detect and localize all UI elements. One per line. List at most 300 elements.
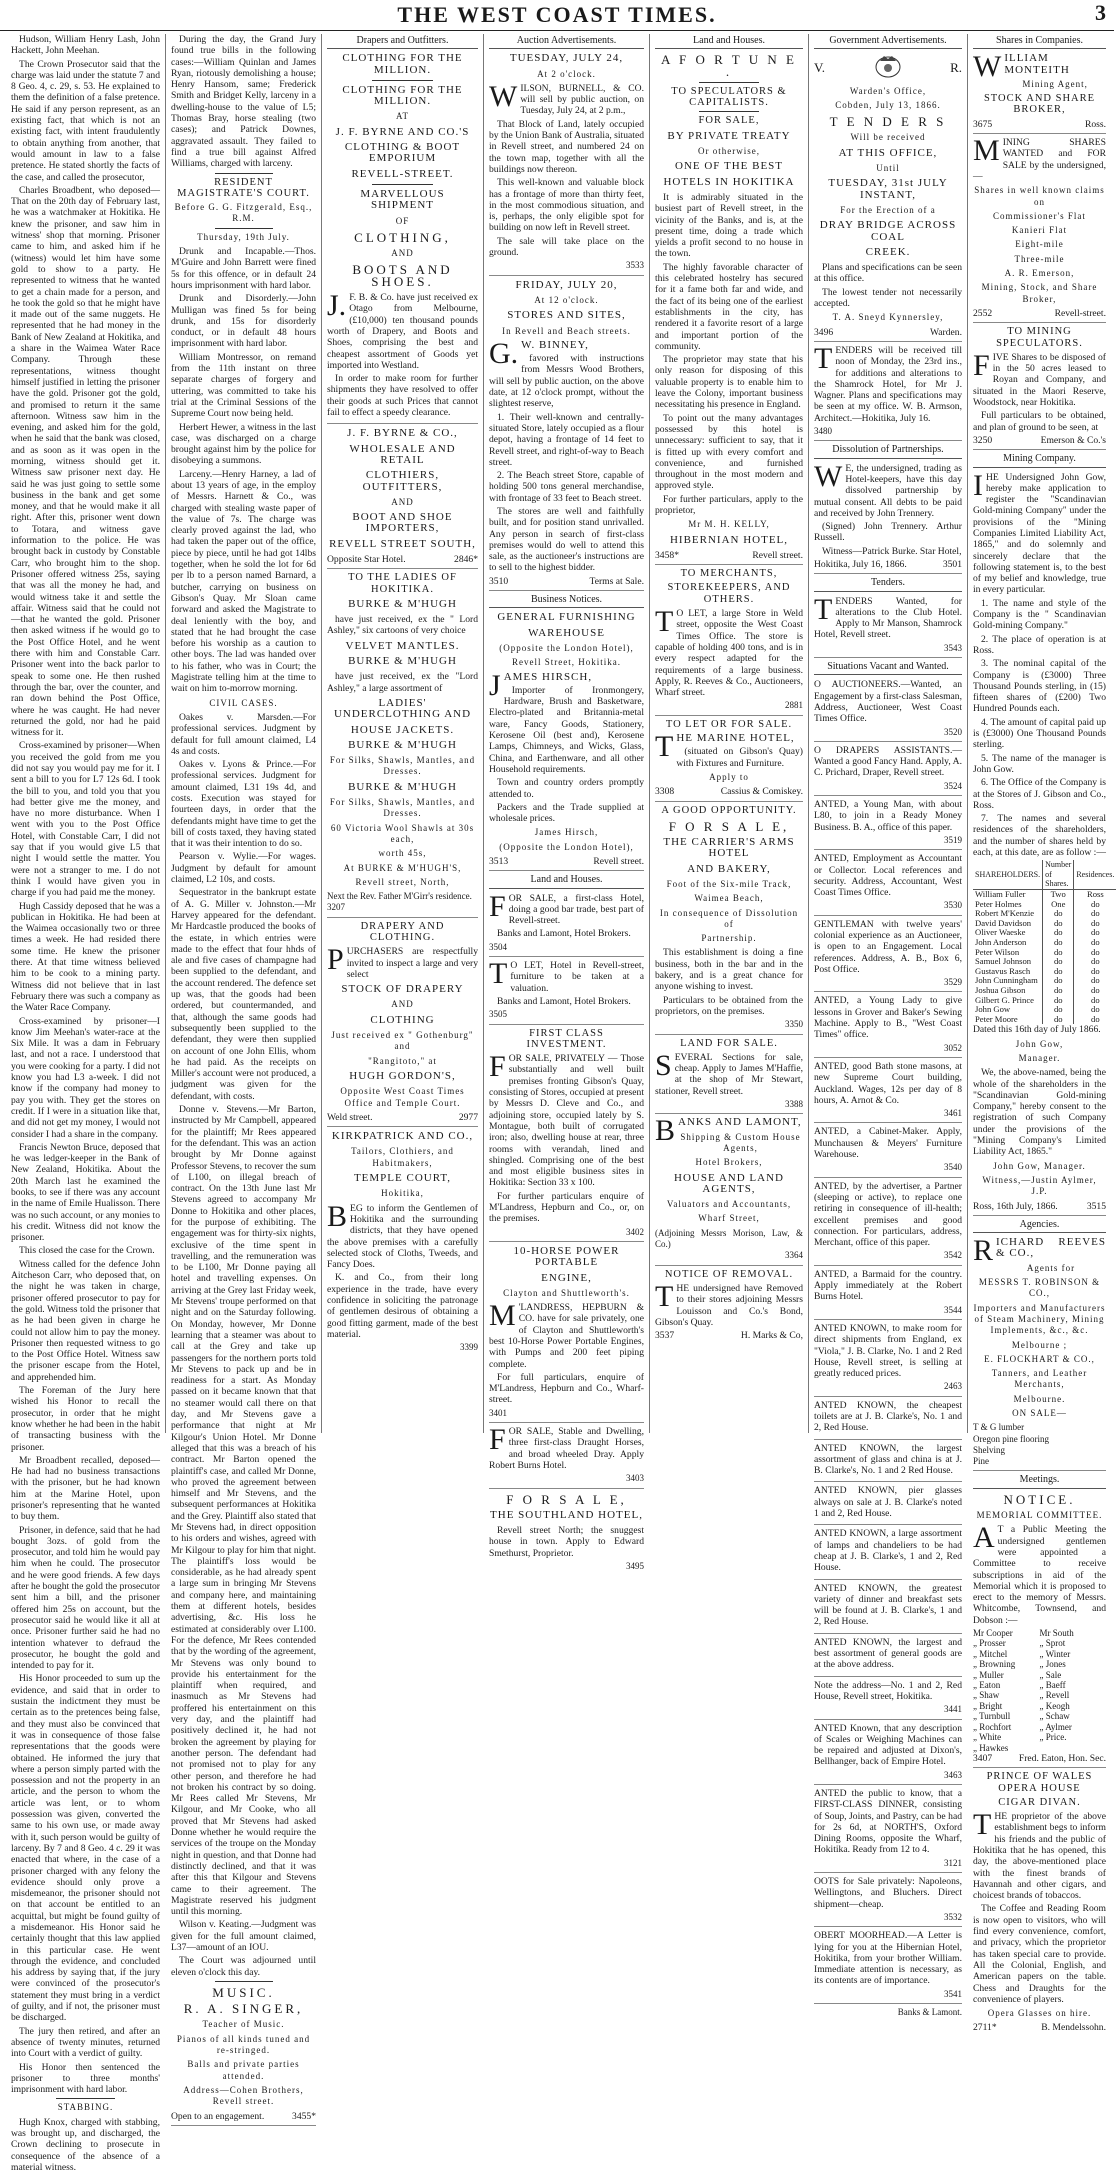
ad-body: It is admirably situated in the busiest part of Revell street, in the vicinity of the Banks, and is, at the present time, doing a trade which yields a profit second to no house in the town.	[655, 191, 803, 260]
hibernian-hotel-ad	[655, 54, 803, 565]
dissolution-notice	[814, 459, 962, 575]
table-cell: John Cunningham	[975, 975, 1038, 986]
ad-headline: F O R S A L E,	[506, 1491, 627, 1507]
store-let-ad	[655, 568, 803, 716]
ad-line: Cassius & Comiskey.	[720, 786, 803, 798]
ad-number: 2846*	[454, 553, 478, 565]
ad-line: For Silks, Shawls, Mantles, and Dresses.	[329, 797, 476, 819]
list-item: 7. The names and several residences of the shareholders, and the number of shares held by each, at this date, are as follow :—	[973, 813, 1106, 858]
ad-line: CREEK.	[865, 245, 911, 258]
situation-ad	[814, 1485, 962, 1525]
ad-line: Balls and private parties attended.	[187, 2059, 300, 2081]
ad-body	[814, 1930, 962, 1986]
ad-line: STOREKEEPERS, AND OTHERS.	[667, 582, 791, 605]
ad-number: 3121	[944, 1857, 962, 1868]
article-paragraph: Charles Broadbent, who deposed—That on the 20th day of February last, he was a watchmaker at Hokitika. He knew the prisoner, and saw him in witness' shop that morning. Prisoner came to him, and asked him if he (witness) would let him have some gold to show to a party. He represented to witness that he wanted to get a chain made for a person, and he took the gold so that he might have it made out of the same nuggets. He represented that he had money in the Bank of New Zealand at Hokitika, and a share in the Waimea Water Race Company. Through these representations, witness thought himself justified in letting the prisoner have the gold. Prisoner got the gold, and promised to return it the same afternoon. Witness saw him in the evening, and asked him for the gold, when he said that the bank was closed, and as soon as it was open in the morning, witness should get it. Witness saw prisoner next day. He said he was just going to settle some business in the bank and get some money, and that he would make it all right. After this, prisoner went down to Totara, and witness gave information to the police. He was brought back in custody by Constable Carr, who brought him to the shop. Prisoner offered witness 25s, saying that was all the money he had, and would witness take it and settle the affair. Witness said that he could not—that he wanted the gold. Prisoner then asked witness if he would go to the Post Office Hotel, and he went there with him and Constable Carr. Prisoner went into the back parlor to speak to some one. He then rushed through the bar, over the counter, and ran down behind the Post Office, where he was caught. He had never returned the gold, nor had he paid witness for it.	[11, 184, 160, 739]
ad-line: Commissioner's Flat	[993, 210, 1086, 221]
situation-ad	[814, 853, 962, 915]
ad-line: Weld street.	[327, 1111, 373, 1123]
ad-text: ANTED, a Young Lady to give lessons in Grover and Baker's Sewing Machine. Apply to B., "West Coast Times" office.	[814, 995, 962, 1041]
ad-line: J. F. BYRNE & CO.,	[347, 427, 458, 440]
ad-line: (Opposite the London Hotel),	[499, 642, 634, 653]
ad-footer	[327, 554, 478, 565]
ad-text: OOTS for Sale privately: Napoleons, Wellingtons, and Bluchers. Direct shipment—cheap.	[814, 1876, 962, 1910]
committee-member: Mr Cooper	[973, 1628, 1013, 1639]
ad-body: BANKS AND LAMONT,	[655, 1114, 802, 1148]
ad-number: 3501	[942, 558, 962, 570]
ad-line: FOR SALE,	[698, 115, 760, 127]
ad-line: Hokitika,	[381, 1188, 424, 1199]
article-paragraph: Hudson, William Henry Lash, John Hackett, John Meehan.	[11, 34, 160, 57]
ad-body: Full particulars to be obtained, and plan of ground to be seen, at	[973, 410, 1106, 433]
ad-body: We, the above-named, being the whole of the shareholders in the "Scandinavian Gold-mining Company," hereby consent to the registration of such Company under the provisions of the "Mining Company's Limited Liability Act, 1865."	[973, 1067, 1106, 1158]
ad-number: 3542	[944, 1250, 962, 1261]
drop-cap: A	[973, 1521, 995, 1555]
ad-line: Opera Glasses on hire.	[987, 2008, 1092, 2019]
ad-line: In consequence of Dissolution of	[659, 907, 799, 929]
section-header: Auction Advertisements.	[489, 35, 644, 49]
committee-left	[973, 1628, 1040, 1753]
committee-member: „ Bright	[973, 1700, 1003, 1711]
hotel-let-ad	[489, 957, 644, 1024]
ad-body	[814, 1061, 962, 1106]
table-cell: Joshua Gibson	[975, 985, 1026, 996]
ad-headline: TO MINING SPECULATORS.	[996, 326, 1083, 349]
crest-letter: V.	[814, 60, 825, 76]
kirkpatrick-ad	[327, 1131, 478, 1353]
article-paragraph: Hugh Cassidy deposed that he was a publican in Hokitika. He had been at the Waimea occasionally two or three times a week. He had resided there some time. He knew the prisoner there. At that time witness believed him to be cook to a mining party. Witness did not believe that in last February there was such a company as the Water Race Company.	[11, 900, 160, 1014]
ad-line: Emerson & Co.'s	[1040, 434, 1106, 446]
column-header: Number of Shares.	[1043, 860, 1074, 889]
ad-body: That Block of Land, lately occupied by the Union Bank of Australia, situated in Revell street, and numbered 24 on the town map, together with all the buildings now thereon.	[489, 118, 644, 175]
ad-body: Packers and the Trade supplied at wholesale prices.	[489, 801, 644, 825]
table-cell: do	[1074, 948, 1116, 958]
ad-line: STORES AND SITES,	[507, 309, 626, 322]
ad-body: Banks and Lamont, Hotel Brokers.	[497, 928, 631, 940]
ad-body: In order to make room for further shipments they have resolved to offer their goods at such Prices that cannot fail to effect a speedy clearance.	[327, 373, 478, 419]
article-paragraph: Witness called for the defence John Aitcheson Carr, who deposed that, on the night he was taken in charge, prisoner offered prosecutor to pay for the gold. Witness told the prisoner that as he had been given in charge he could not allow him to pay the money. Prisoner then requested witness to go to the Post Office Hotel. Witness saw the prisoner escape from the Hotel, and apprehended him.	[11, 1258, 160, 1383]
crest-letter: R.	[950, 60, 962, 76]
ad-line: Revell Street, Hokitika.	[512, 657, 621, 668]
ad-line: AND	[391, 496, 414, 507]
ad-line: Mr M. H. KELLY,	[688, 519, 770, 530]
stabbing-heading: STABBING.	[57, 2102, 114, 2113]
ad-footer	[655, 1330, 803, 1341]
article-paragraph: The jury then retired, and after an absence of twenty minutes, returned into Court with a verdict of guilty.	[11, 2025, 160, 2060]
ad-text: ANTED, a Young Man, with about L80, to join in a Ready Money Business. B. A., office of this paper.	[814, 799, 962, 833]
ad-line: TUESDAY, 31st JULY INSTANT,	[828, 177, 948, 201]
ad-body: BEG to inform the Gentlemen of Hokitika and the surrounding districts, that they have opened the above premises with a carefully selected stock of Cloths, Tweeds, and Fancy Does.	[327, 1199, 478, 1271]
music-teacher-name: R. A. SINGER,	[183, 2001, 304, 2017]
ad-line: Warden.	[930, 326, 962, 338]
ad-line: HOTELS IN HOKITIKA	[663, 175, 795, 188]
byrne-wholesale-ad	[327, 428, 478, 569]
ad-number: 3441	[944, 1704, 962, 1715]
court-heading: RESIDENT MAGISTRATE'S COURT.	[177, 176, 310, 199]
court-subheading: Before G. G. Fitzgerald, Esq., R.M.	[174, 202, 313, 224]
cigar-divan-ad	[973, 1771, 1106, 2034]
ad-line: In Revell and Beach streets.	[502, 325, 631, 336]
drop-cap: F	[489, 1050, 506, 1084]
situation-ad	[814, 1126, 962, 1177]
ad-line: 60 Victoria Wool Shawls at 30s each,	[330, 822, 475, 844]
ad-line: E. FLOCKHART & CO.,	[984, 1353, 1095, 1364]
committee-member: „ Muller	[973, 1669, 1004, 1680]
ad-number: 3495	[626, 1561, 644, 1572]
ad-body: (situated on Gibson's Quay) with Fixtures and Furniture.	[676, 746, 803, 769]
situation-ad	[814, 1061, 962, 1123]
situation-ad	[814, 1637, 962, 1677]
ad-line: Shipping & Custom House Agents,	[680, 1131, 801, 1153]
dray-bridge-tender	[814, 53, 962, 342]
company-particulars	[973, 598, 1106, 859]
drop-cap: R	[973, 1234, 994, 1268]
table-cell: John Anderson	[975, 937, 1027, 948]
ad-line: Three-mile	[1014, 253, 1065, 264]
ad-body: W E, the undersigned, trading as Hotel-keepers, have this day dissolved partnership by mutual consent. All debts to be paid and received by John Trennery.	[814, 459, 962, 519]
ad-body	[814, 1680, 962, 1703]
list-item: 3. The nominal capital of the Company is (£3000) Three Thousand Pounds sterling, in (15) fifteen shares of (£200) Two Hundred Pounds each.	[973, 658, 1106, 715]
ad-line: BOOT AND SHOE IMPORTERS,	[352, 511, 453, 535]
ad-line: TEMPLE COURT,	[353, 1172, 452, 1185]
ad-line: Until	[876, 163, 900, 174]
table-cell: do	[1043, 986, 1074, 996]
situation-ad	[814, 1323, 962, 1397]
ad-line: PRINCE OF WALES OPERA HOUSE	[986, 1771, 1093, 1794]
ad-line: OF	[395, 215, 410, 226]
shareholders-table	[973, 860, 1116, 1024]
ad-body: WILLIAM MONTEITH	[973, 50, 1070, 84]
table-cell: John Gow	[975, 1004, 1011, 1015]
ad-line: THE CARRIER'S ARMS HOTEL	[663, 836, 795, 860]
ad-line: "Rangitoto," at	[368, 1055, 437, 1066]
ad-line: AT	[396, 111, 409, 122]
ad-line: ON SALE—	[1012, 1408, 1067, 1418]
ad-line: REVELL STREET SOUTH,	[329, 537, 476, 550]
ad-line: For Silks, Shawls, Mantles, and Dresses.	[329, 755, 476, 777]
table-cell: do	[1043, 976, 1074, 986]
drop-cap: T	[655, 730, 674, 764]
ad-line: Melbourne ;	[1011, 1339, 1068, 1350]
committee-members	[973, 1628, 1106, 1753]
table-cell: do	[1074, 919, 1116, 929]
ad-line: worth 45s,	[378, 848, 427, 859]
ad-line: Address—Cohen Brothers, Revell street.	[183, 2084, 304, 2107]
ad-body	[814, 1181, 962, 1249]
wilson-burnell-auction	[489, 53, 644, 275]
table-cell: do	[1043, 967, 1074, 977]
drop-cap: S	[655, 1048, 672, 1082]
ad-body: Town and country orders promptly attended to.	[489, 777, 644, 800]
table-cell: Two	[1043, 890, 1074, 900]
situation-ad	[814, 1443, 962, 1483]
drop-cap: T	[973, 1808, 992, 1842]
section-header: Land and Houses.	[655, 35, 803, 49]
ad-footer	[973, 435, 1106, 446]
court-report-paragraph: Drunk and Incapable.—Thos. M'Guire and John Barrett were fined 5s for this offence, or in default 24 hours imprisonment with hard labor.	[171, 246, 316, 291]
ad-line: AT THIS OFFICE,	[838, 146, 938, 159]
ad-body: The Coffee and Reading Room is now open to visitors, who will find every convenience, comfort, and privacy, which the proprietor has taken special care to provide. All the Colonial, English, and American papers on the table. Chess and Draughts for the convenience of players.	[973, 1903, 1106, 2005]
drop-cap: F	[973, 348, 990, 382]
ad-line: Mining, Stock, and Share Broker,	[981, 282, 1098, 304]
ad-number: 3350	[785, 1019, 803, 1030]
situation-ad	[814, 1876, 962, 1927]
ad-line: Revell street, North,	[355, 876, 450, 887]
divider	[215, 1981, 273, 1982]
ad-line: BURKE & M'HUGH	[348, 738, 457, 751]
music-heading: MUSIC.	[212, 1984, 275, 2000]
ad-footer	[489, 576, 644, 587]
drop-cap: I	[973, 468, 983, 502]
ad-headline: TO LET OR FOR SALE.	[665, 718, 793, 730]
ad-line: STOCK OF DRAPERY	[341, 983, 464, 996]
ad-line: B. Mendelssohn.	[1041, 2022, 1106, 2034]
list-item: 2. The place of operation is at Ross.	[973, 633, 1106, 656]
ad-line: KIRKPATRICK AND CO.,	[331, 1130, 474, 1143]
table-cell: William Fuller	[975, 889, 1026, 900]
ad-line: MARVELLOUS SHIPMENT	[360, 187, 445, 212]
ad-number: 3519	[944, 834, 962, 845]
shamrock-tender	[814, 341, 962, 441]
ad-line: Or otherwise,	[698, 146, 760, 157]
hugh-gordon-ad	[327, 921, 478, 1127]
ad-number: 3403	[626, 1473, 644, 1484]
ad-line: Revell street.	[752, 549, 803, 561]
drop-cap: F	[489, 889, 506, 923]
table-cell: do	[1074, 1015, 1116, 1025]
ad-number: 2977	[458, 1111, 478, 1123]
table-row	[973, 1015, 1116, 1025]
ad-body	[814, 799, 962, 833]
ad-line: A. R. Emerson,	[1004, 268, 1075, 279]
table-cell: do	[1043, 1005, 1074, 1015]
committee-member: „ Sale	[1039, 1669, 1062, 1680]
ad-line: MESSRS T. ROBINSON & CO.,	[978, 1277, 1101, 1299]
column-header: SHAREHOLDERS.	[973, 860, 1043, 889]
ad-number: 3520	[944, 726, 962, 737]
speculators-ad	[973, 326, 1106, 450]
section-header: Drapers and Outfitters.	[327, 35, 478, 49]
ad-line: Mining Agent,	[1022, 78, 1088, 89]
table-cell: do	[1074, 957, 1116, 967]
newspaper-title: THE WEST COAST TIMES.	[397, 2, 717, 27]
article-paragraph: The Foreman of the Jury here wished his Honor to recall the prosecutor, in order that he might know whether he had been in the habit of transacting business with the prisoner.	[11, 1385, 160, 1453]
committee-member: „ Rochfort	[973, 1721, 1012, 1732]
list-item: 6. The Office of the Company is at the Stores of J. Gibson and Co., Ross.	[973, 777, 1106, 811]
ad-line: Melbourne.	[1013, 1393, 1066, 1404]
civil-cases	[171, 712, 316, 1978]
ad-line: Agents for	[1026, 1262, 1076, 1273]
ad-footer	[973, 1201, 1106, 1212]
ad-line: TUESDAY, JULY 24,	[509, 52, 624, 65]
stable-ad	[489, 1423, 644, 1488]
ad-body: have just received, ex the " Lord Ashley," six cartoons of very choice	[327, 614, 478, 637]
ad-headline: LAND FOR SALE.	[680, 1037, 778, 1049]
committee-member: „ Eaton	[973, 1680, 1001, 1691]
ad-headline: A GOOD OPPORTUNITY.	[661, 804, 797, 816]
table-cell: do	[1074, 976, 1116, 986]
ad-body: The stores are well and faithfully built, and for position stand unrivalled. Any person in search of first-class premises would do well to attend this sale, as the auctioneer's instructions are to sell to the highest bidder.	[489, 505, 644, 574]
ad-line: Clayton and Shuttleworth's.	[503, 1287, 630, 1298]
ad-body: The sale will take place on the ground.	[489, 235, 644, 259]
ad-text: ANTED KNOWN, a large assortment of lamps and chandeliers to be had cheap at J. B. Clarke's, 1 and 2, Red House.	[814, 1528, 962, 1574]
table-cell: do	[1043, 996, 1074, 1006]
ad-number: 3510	[489, 575, 509, 587]
ad-body: K. and Co., from their long experience in the trade, have every confidence in soliciting the patronage of gentlemen desirous of obtaining a good fitting garment, made of the best material.	[327, 1272, 478, 1340]
column-7	[968, 34, 1115, 2034]
drop-cap: W	[973, 50, 1002, 84]
ad-line: HOUSE JACKETS.	[350, 723, 455, 736]
ad-footer	[973, 2022, 1106, 2033]
ad-body: THE proprietor of the above establishment begs to inform his friends and the public of Hokitika that he has opened, this day, the above-mentioned place with the finest brands of Havannah and other cigars, and choicest brands of tobaccos.	[973, 1808, 1106, 1902]
ad-body: have just received, ex the "Lord Ashley," a large assortment of	[327, 671, 478, 694]
table-cell: do	[1043, 948, 1074, 958]
club-hotel-tender	[814, 592, 962, 658]
committee-member: „ Browning	[973, 1659, 1016, 1670]
ad-body	[814, 1723, 962, 1768]
table-cell: Gustavus Rasch	[975, 965, 1031, 976]
ad-line: HIBERNIAN HOTEL,	[669, 533, 789, 546]
section-header: Agencies.	[973, 1219, 1106, 1233]
ad-headline: NOTICE.	[1003, 1491, 1076, 1507]
ad-line: Next the Rev. Father M'Girr's residence.	[327, 891, 472, 902]
civil-case-paragraph: Oakes v. Marsden.—For professional services. Judgment by default for full amount claimed, L4 4s and costs.	[171, 711, 316, 757]
ad-footer	[655, 786, 803, 797]
committee-member: „ Shaw	[973, 1690, 1000, 1701]
drop-cap: T	[655, 1279, 674, 1313]
section-header: Dissolution of Partnerships.	[814, 444, 962, 458]
ad-signature: Banks & Lamont.	[897, 2007, 962, 2018]
list-item: 4. The amount of capital paid up is (£3000) One Thousand Pounds sterling.	[973, 716, 1106, 751]
table-cell: do	[1074, 986, 1116, 996]
committee-member: „ Winter	[1039, 1648, 1071, 1659]
ad-line: Foot of the Six-mile Track,	[666, 879, 792, 889]
ad-body	[814, 1323, 962, 1379]
ad-line: John Gow,	[1015, 1038, 1064, 1049]
drop-cap: W	[489, 79, 518, 113]
ad-text: O AUCTIONEERS.—Wanted, an Engagement by a first-class Salesman, Address, Auctioneer, West Coast Times Office.	[814, 679, 962, 725]
ad-line: Tanners, and Leather Merchants,	[991, 1368, 1088, 1390]
ad-body: SEVERAL Sections for sale, cheap. Apply to James M'Haffie, at the shop of Mr Stewart, stationer, Revell street.	[655, 1048, 803, 1097]
ad-number: 3364	[785, 1250, 803, 1261]
drop-cap: B	[655, 1114, 676, 1148]
page-columns	[6, 34, 1115, 2173]
ad-number: 3207	[327, 902, 345, 913]
drop-cap: P	[327, 943, 344, 977]
list-item: Oregon pine flooring	[973, 1433, 1049, 1444]
drop-cap: J.	[327, 289, 347, 323]
ad-line: STOCK AND SHARE BROKER,	[983, 93, 1096, 116]
ad-body	[814, 1269, 962, 1303]
drop-cap: J	[489, 668, 501, 702]
ad-line: DRAY BRIDGE ACROSS COAL	[819, 219, 957, 243]
ad-number: 3250	[973, 434, 993, 446]
ad-body: A T a Public Meeting the undersigned gentlemen were appointed a Committee to receive subscriptions in aid of the Memorial which it is proposed to erect to the memory of Messrs. Whitcombe, Townsend, and Dobson :—	[973, 1521, 1106, 1626]
ad-body: G. W. BINNEY,	[489, 336, 589, 370]
ad-line: For the Erection of a	[840, 204, 936, 215]
ad-line: TO MERCHANTS,	[680, 568, 778, 580]
ad-number: 2711*	[973, 2022, 997, 2034]
ad-line: At 2 o'clock.	[537, 68, 596, 79]
section-header: Situations Vacant and Wanted.	[814, 661, 962, 675]
committee-member: Mr South	[1039, 1628, 1074, 1639]
ad-footer	[489, 856, 644, 867]
ad-body: For further particulars enquire of M'Landress, Hepburn and Co., or, on the premises.	[489, 1190, 644, 1225]
table-header-row	[973, 860, 1116, 889]
situation-ad	[814, 1528, 962, 1579]
table-cell: One	[1043, 900, 1074, 910]
ad-footer	[973, 308, 1106, 319]
ad-body: To point out the many advantages possessed by this hotel is unnecessary: sufficient to say, that it is fitted up with every comfort and convenience, and furnished throughout in the most modern and approved style.	[655, 412, 803, 492]
ad-number: 3540	[944, 1162, 962, 1173]
ad-line: Fred. Eaton, Hon. Sec.	[1018, 1752, 1106, 1764]
ad-line: VELVET MANTLES.	[345, 639, 460, 652]
drop-cap: T	[814, 341, 833, 375]
list-item: Pine	[973, 1456, 990, 1467]
article-paragraph: Prisoner, in defence, said that he had bought 3ozs. of gold from the prosecutor, and told him he would pay him when he could. The prosecutor and he were good friends. A few days after he bought the gold the prosecutor sent him a bill, and the prisoner offered him 25s on account, but the prosecutor said he would like it all at once. Prisoner further said he had no intention whatever to defraud the prosecutor, he bought the gold and intended to pay for it.	[11, 1524, 160, 1672]
ad-body: T O LET, a large Store in Weld street, opposite the West Coast Times Office. The store is capable of holding 400 tons, and is in every respect adapted for the requirements of a large business. Apply, R. Reeves & Co., Auctioneers, Wharf street.	[655, 605, 803, 699]
ad-headline: CLOTHING FOR THE MILLION.	[342, 83, 463, 108]
situation-ad	[814, 1400, 962, 1440]
ad-body: Dated this 16th day of July 1866.	[973, 1024, 1101, 1036]
situation-ad	[814, 1680, 962, 1720]
ad-body: TENDERS will be received till noon of Monday, the 23rd ins., for additions and alterations to the Shamrock Hotel, for Mr J. Wagner. Plans and specifications may be seen at my office. W. B. Armson, Architect.—Hokitika, July 16.	[814, 341, 962, 424]
situation-ad	[814, 1583, 962, 1634]
ad-body: For further particulars, apply to the proprietor,	[655, 493, 803, 516]
section-header: Meetings.	[973, 1474, 1106, 1488]
ad-text: GENTLEMAN with twelve years' colonial experience as an Auctioneer, is open to an Engagement. Local references. Address, A. B., Box 6, Post Office.	[814, 918, 962, 975]
ad-text: O DRAPERS ASSISTANTS.—Wanted a good Fancy Hand. Apply, A. C. Prichard, Draper, Revell street.	[814, 744, 962, 779]
carriers-arms-ad	[655, 805, 803, 1035]
ad-footer	[814, 559, 962, 570]
table-cell: Peter Wilson	[975, 946, 1020, 957]
ad-line: Warden's Office,	[849, 85, 927, 96]
ad-line: Eight-mile	[1015, 239, 1064, 250]
situation-ad	[814, 745, 962, 796]
civil-case-paragraph: Oakes v. Lyons & Prince.—For professional services. Judgment for amount claimed, L31 19s 4d, and costs. Execution was stayed for fourteen days, in order that the defendants might have time to get the bill of costs taxed, they having stated that it was their intention to do so.	[171, 759, 316, 850]
ad-line: J. F. BYRNE AND CO.'S	[335, 125, 470, 138]
ad-line: Ross, 16th July, 1866.	[973, 1200, 1058, 1212]
table-cell: do	[1074, 1005, 1116, 1015]
ad-number: 3480	[814, 426, 832, 437]
ad-text: ANTED Known, that any description of Scales or Weighing Machines can be repaired and adjusted at Dixon's, Bellhanger, back of Empire Hotel.	[814, 1722, 962, 1768]
ad-text: ANTED, a Cabinet-Maker. Apply, Munchausen & Meyers' Furniture Warehouse.	[814, 1126, 962, 1161]
drop-cap: T	[489, 957, 508, 991]
ad-line: HUGH GORDON'S,	[349, 1069, 456, 1082]
ad-line: FRIDAY, JULY 20,	[515, 278, 618, 291]
ad-body: Revell street North; the snuggest house in town. Apply to Edward Smethurst, Proprietor.	[489, 1525, 644, 1559]
binney-auction	[489, 280, 644, 591]
ad-number: 3675	[973, 118, 993, 130]
ad-line: (Adjoining Messrs Morison, Law, & Co.)	[655, 1227, 803, 1250]
ad-line: Hokitika, July 16, 1866.	[814, 558, 907, 570]
grand-jury-article	[171, 34, 316, 170]
ad-number: 3308	[655, 786, 675, 798]
situation-ad	[814, 1930, 962, 2004]
ad-headline: T E N D E R S	[829, 114, 947, 130]
ad-line: BOOTS AND SHOES.	[352, 262, 453, 289]
civil-case-paragraph: Pearson v. Wylie.—For wages. Judgment by default for amount claimed, L2 10s, and costs.	[171, 851, 316, 886]
page-number: 3	[1095, 0, 1106, 25]
column-3	[322, 34, 484, 1433]
committee-right	[1040, 1628, 1107, 1753]
ad-text: ANTED, a Barmaid for the country. Apply immediately at the Robert Burns Hotel.	[814, 1268, 962, 1303]
ad-line: GENERAL FURNISHING	[497, 611, 636, 624]
scandinavian-company-notice	[973, 468, 1115, 1216]
ad-line: Just received ex " Gothenburg" and	[331, 1030, 474, 1052]
ad-body: The highly favorable character of this celebrated hostelry has secured for it a fame both far and wide, and the fact of its being one of the earliest establishments in the city, has rendered it a favorite resort of a large and important portion of the community.	[655, 261, 803, 352]
ad-body: WILSON, BURNELL, & CO. will sell by public auction, on Tuesday, July 24, at 2 p.m.,	[489, 79, 644, 117]
